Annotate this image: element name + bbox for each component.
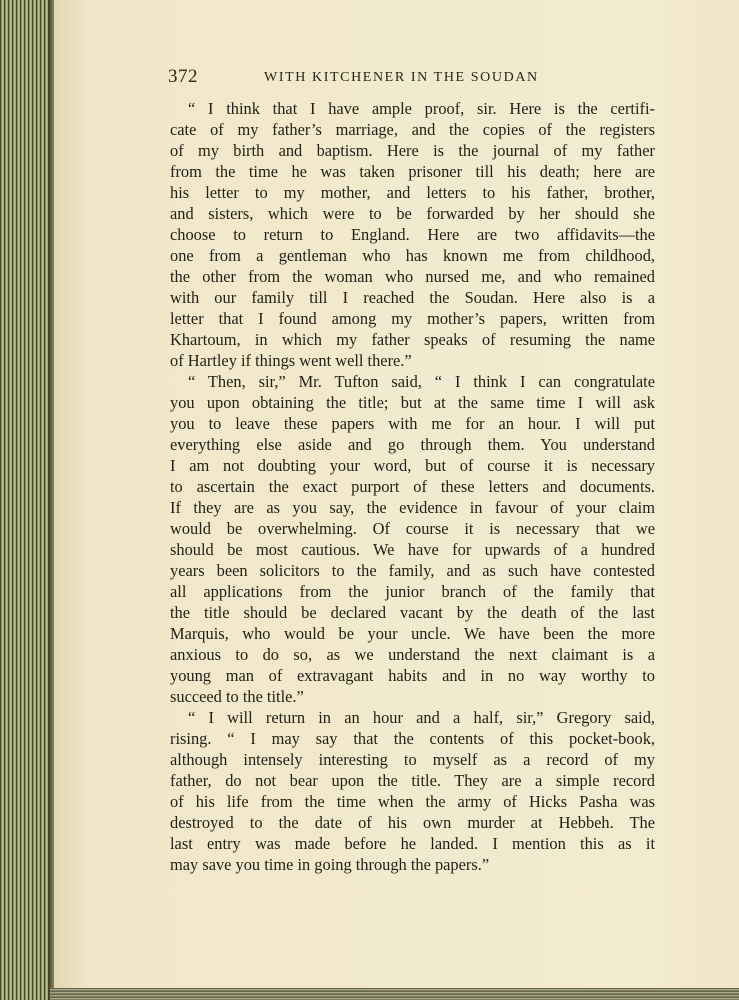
body-text [170,98,655,875]
text-line: last entry was made before he landed. I mention this as it [170,834,655,853]
text-line: “ I will return in an hour and a half, sir,” Gregory said, [188,708,655,727]
text-line: with our family till I reached the Soudan. Here also is a [170,288,655,307]
text-line: of my birth and baptism. Here is the journal of my father [170,141,655,160]
text-line: destroyed to the date of his own murder at Hebbeh. The [170,813,655,832]
text-line: may save you time in going through the papers.” [170,855,490,874]
text-line: from the time he was taken prisoner till his death; here are [170,162,655,181]
text-line: should be most cautious. We have for upwards of a hundred [170,540,655,559]
text-line: all applications from the junior branch of the family that [170,582,655,601]
text-line: “ I think that I have ample proof, sir. Here is the certifi- [188,99,655,118]
text-line: years been solicitors to the family, and as such have contested [170,561,655,580]
text-line: choose to return to England. Here are two affidavits—the [170,225,655,244]
text-line: everything else aside and go through them. You understand [170,435,655,454]
text-line: one from a gentleman who has known me from childhood, [170,246,655,265]
page-number: 372 [168,66,198,87]
text-line: I am not doubting your word, but of course it is necessary [170,456,655,475]
text-line: of his life from the time when the army of Hicks Pasha was [170,792,655,811]
text-line: although intensely interesting to myself as a record of my [170,750,655,769]
page-header [116,64,656,92]
text-line: “ Then, sir,” Mr. Tufton said, “ I think I can congratulate [188,372,655,391]
text-line: cate of my father’s marriage, and the copies of the registers [170,120,655,139]
text-line: rising. “ I may say that the contents of this pocket-book, [170,729,655,748]
text-line: letter that I found among my mother’s papers, written from [170,309,655,328]
text-line: to ascertain the exact purport of these letters and documents. [170,477,655,496]
text-line: succeed to the title.” [170,687,304,706]
book-spine-edge [0,0,54,1000]
text-line: would be overwhelming. Of course it is necessary that we [170,519,655,538]
text-line: the other from the woman who nursed me, and who remained [170,267,655,286]
page-bottom-edge [50,988,739,1000]
text-line: If they are as you say, the evidence in favour of your claim [170,498,655,517]
text-line: young man of extravagant habits and in no way worthy to [170,666,655,685]
text-line: anxious to do so, as we understand the next claimant is a [170,645,655,664]
running-head: WITH KITCHENER IN THE SOUDAN [264,70,539,85]
text-line: you to leave these papers with me for an hour. I will put [170,414,655,433]
text-line: and sisters, which were to be forwarded by her should she [170,204,655,223]
text-line: of Hartley if things went well there.” [170,351,412,370]
text-line: Marquis, who would be your uncle. We have been the more [170,624,655,643]
text-line: father, do not bear upon the title. They are a simple record [170,771,655,790]
text-line: the title should be declared vacant by the death of the last [170,603,655,622]
text-line: you upon obtaining the title; but at the same time I will ask [170,393,655,412]
text-line: Khartoum, in which my father speaks of resuming the name [170,330,655,349]
text-line: his letter to my mother, and letters to his father, brother, [170,183,655,202]
